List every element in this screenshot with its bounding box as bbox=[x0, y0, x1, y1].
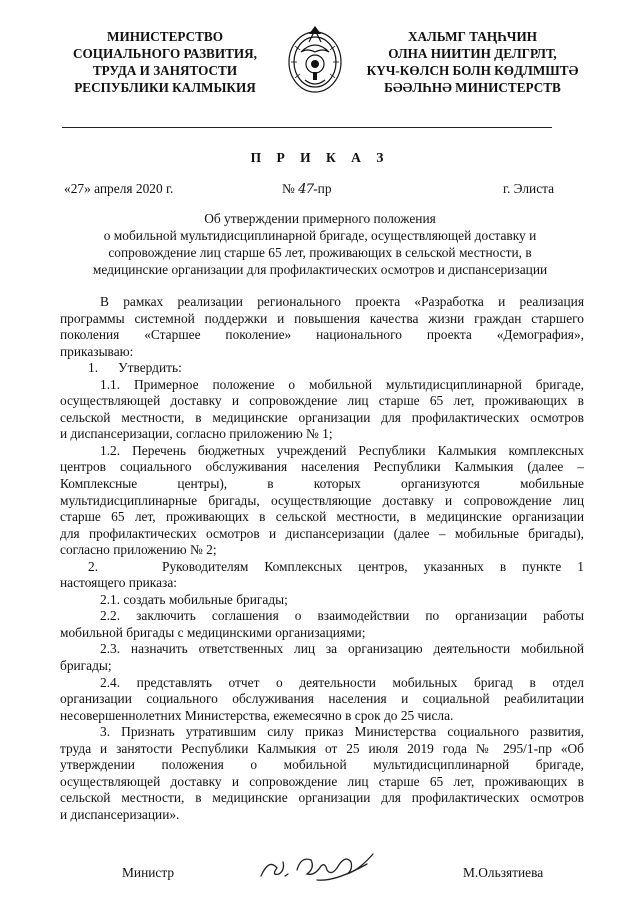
body-line: согласно приложению № 2; bbox=[60, 542, 217, 558]
body-line: старше 65 лет, проживающих в сельской местности, в медицинские организации bbox=[60, 509, 584, 525]
body-line: 2.2. заключить соглашения о взаимодействии по организации работы bbox=[100, 608, 584, 624]
body-paragraph bbox=[60, 377, 584, 443]
body-line: и диспансеризации». bbox=[60, 806, 180, 822]
body-line: мобильной бригады с медицинскими организациями; bbox=[60, 624, 366, 640]
body-paragraph bbox=[60, 559, 584, 592]
body-line: осуществляющей доставку и сопровождение лиц старше 65 лет, проживающих в bbox=[60, 393, 584, 409]
order-number bbox=[282, 181, 332, 197]
subject-line: Об утверждении примерного положения bbox=[204, 211, 436, 226]
body-paragraph bbox=[60, 724, 584, 823]
body-line: и диспансеризации, согласно приложению № 1; bbox=[60, 426, 333, 442]
body-line: программы системной поддержки и повышения качества жизни граждан старшего bbox=[60, 310, 584, 326]
body-paragraph bbox=[60, 294, 584, 360]
order-city: г. Элиста bbox=[503, 181, 555, 196]
body-line: несовершеннолетних Министерства, ежемесячно в срок до 25 числа. bbox=[60, 707, 454, 723]
number-suffix: -пр bbox=[313, 181, 332, 196]
body-line: В рамках реализации регионального проекта «Разработка и реализация bbox=[100, 294, 584, 309]
body-line: 1. Утвердить: bbox=[88, 360, 182, 376]
handwritten-number: 47 bbox=[298, 182, 314, 197]
body-line: сельской местности, в медицинские организации для профилактических осмотров bbox=[60, 790, 584, 806]
header-right-line: ХАЛЬМГ ТАҢҺЧИН bbox=[408, 29, 537, 44]
subject-line: сопровождение лиц старше 65 лет, проживающих в сельской местности, в bbox=[108, 245, 532, 260]
body-line: 2.1. создать мобильные бригады; bbox=[100, 591, 288, 607]
body-line: сельской местности, в медицинские организации для профилактических осмотров bbox=[60, 409, 584, 425]
subject-line: медицинские организации для профилактических осмотров и диспансеризации bbox=[92, 262, 548, 277]
body-line: настоящего приказа: bbox=[60, 575, 178, 591]
body-line: центров социального обслуживания населения Республики Калмыкия (далее – bbox=[60, 459, 584, 475]
body-paragraph bbox=[60, 641, 584, 674]
header-right-line: КҮЧ-КӨЛСН БОЛН КӨДЛМШТӘ bbox=[366, 63, 579, 78]
document-title: П Р И К А З bbox=[250, 150, 390, 165]
header-left-line: ТРУДА И ЗАНЯТОСТИ bbox=[92, 63, 238, 78]
header-divider bbox=[62, 127, 552, 128]
order-date: «27» апреля 2020 г. bbox=[64, 181, 174, 196]
body-paragraph bbox=[60, 608, 584, 641]
body-line: приказываю: bbox=[60, 343, 134, 359]
header-right-line: БӘӘЛҺНӘ МИНИСТЕРСТВ bbox=[384, 80, 561, 95]
signatory-name: М.Ользятиева bbox=[463, 865, 544, 880]
header-left-line: МИНИСТЕРСТВО bbox=[107, 29, 223, 44]
handwritten-signature bbox=[255, 840, 385, 890]
order-body bbox=[60, 294, 584, 824]
body-line: труда и занятости Республики Калмыкия от 25 июля 2019 года № 295/1-пр «Об bbox=[60, 740, 584, 756]
subject-line: о мобильной мультидисциплинарной бригаде, осуществляющей доставку и bbox=[103, 228, 537, 243]
body-line: поколения «Старшее поколение» национального проекта «Демография», bbox=[60, 327, 584, 343]
body-line: 2.4. представлять отчет о деятельности мобильных бригад в отдел bbox=[100, 674, 584, 690]
body-line: 1.1. Примерное положение о мобильной мультидисциплинарной бригаде, bbox=[100, 376, 584, 392]
body-line: 1.2. Перечень бюджетных учреждений Республики Калмыкия комплексных bbox=[100, 442, 584, 458]
body-paragraph bbox=[60, 360, 584, 377]
body-line: для профилактических осмотров и диспансеризации (далее – мобильные бригады), bbox=[60, 525, 584, 541]
ministry-name-kalmyk bbox=[360, 28, 585, 96]
header-right-line: ОЛНА НИИТИН ДЕЛГРЛТ, bbox=[388, 46, 557, 61]
number-sign: № bbox=[282, 181, 295, 196]
body-line: Комплексные центры), в которых организуются мобильные bbox=[60, 476, 584, 492]
ministry-name-russian bbox=[60, 28, 270, 96]
body-line: 2.3. назначить ответственных лиц за организацию деятельности мобильной bbox=[100, 641, 584, 657]
header-left-line: РЕСПУБЛИКИ КАЛМЫКИЯ bbox=[74, 80, 256, 95]
coat-of-arms-icon bbox=[283, 22, 347, 100]
body-line: бригады; bbox=[60, 658, 112, 674]
header-left-line: СОЦИАЛЬНОГО РАЗВИТИЯ, bbox=[73, 46, 257, 61]
body-line: организации социального обслуживания населения и социальной реабилитации bbox=[60, 691, 584, 707]
body-line: осуществляющей доставку и сопровождение лиц старше 65 лет, проживающих в bbox=[60, 773, 584, 789]
body-paragraph bbox=[60, 675, 584, 725]
body-paragraph bbox=[60, 443, 584, 559]
body-line: 3. Признать утратившим силу приказ Министерства социального развития, bbox=[100, 724, 584, 740]
body-paragraph bbox=[60, 592, 584, 609]
body-line: 2. Руководителям Комплексных центров, указанных в пункте 1 bbox=[88, 558, 584, 574]
body-line: утверждении положения о мобильной мультидисциплинарной бригаде, bbox=[60, 757, 584, 773]
order-subject bbox=[40, 210, 600, 278]
body-line: мультидисциплинарные бригады, осуществляющие доставку и сопровождение лиц bbox=[60, 492, 584, 508]
signatory-title: Министр bbox=[122, 865, 175, 880]
